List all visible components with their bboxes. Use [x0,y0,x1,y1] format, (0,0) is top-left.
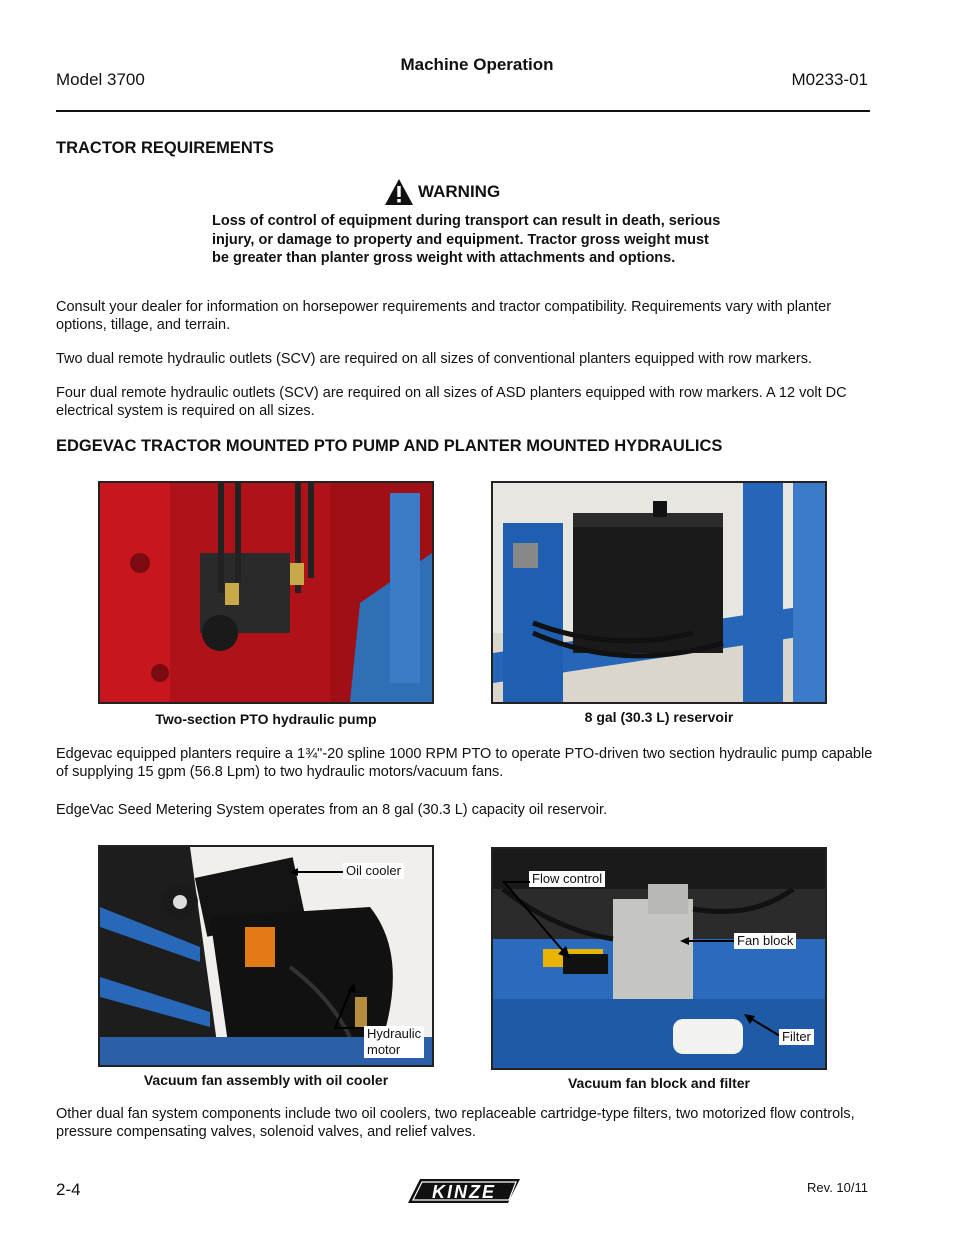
callout-flow-control: Flow control [529,871,605,887]
warning-title: WARNING [418,182,501,201]
filter-leader-line [744,1012,784,1042]
tractor-requirements-heading: TRACTOR REQUIREMENTS [56,139,274,157]
doc-number: M0233-01 [791,70,868,89]
paragraph-pto-requirement: Edgevac equipped planters require a 1¾"-20 spline 1000 RPM PTO to operate PTO-driven two section hydraulic pump capable of supplying 15 gpm (56.8 Lpm) to two hydraulic motors/vacuum fans. [56,746,873,780]
callout-filter: Filter [779,1029,814,1045]
revision: Rev. 10/11 [807,1180,868,1195]
caption-pto-pump: Two-section PTO hydraulic pump [155,711,377,727]
edgevac-heading: EDGEVAC TRACTOR MOUNTED PTO PUMP AND PLANTER MOUNTED HYDRAULICS [56,437,723,455]
paragraph-conventional-scv: Two dual remote hydraulic outlets (SCV) are required on all sizes of conventional planters equipped with row markers. [56,351,812,367]
fan-block-leader-line [680,933,736,949]
paragraph-oil-reservoir: EdgeVac Seed Metering System operates from an 8 gal (30.3 L) capacity oil reservoir. [56,802,608,818]
callout-fan-block: Fan block [734,933,796,949]
svg-text:KINZE: KINZE [432,1182,496,1202]
page-number: 2-4 [56,1180,81,1199]
kinze-logo-mark [404,1177,524,1205]
caption-fan-block: Vacuum fan block and filter [567,1075,751,1091]
callout-oil-cooler: Oil cooler [343,863,404,879]
oil-cooler-leader-line [290,863,350,879]
callout-hydraulic-motor [364,1026,424,1058]
paragraph-dual-fan-components: Other dual fan system components include two oil coolers, two replaceable cartridge-type filters, two motorized flow controls, pressure compensating valves, solenoid valves, and relief valves. [56,1106,855,1140]
section-title: Machine Operation [400,55,554,74]
paragraph-asd-scv: Four dual remote hydraulic outlets (SCV) are required on all sizes of ASD planters equipped with row markers. A 12 volt DC electrical system is required on all sizes. [56,385,847,419]
warning-header [384,178,500,206]
flow-control-leader-line [500,876,575,961]
caption-reservoir: 8 gal (30.3 L) reservoir [584,709,734,725]
pto-pump-photo [98,481,434,704]
model-label: Model 3700 [56,70,145,89]
reservoir-photo [491,481,827,704]
paragraph-dealer: Consult your dealer for information on horsepower requirements and tractor compatibility. Requirements vary with planter options, tillage, and terrain. [56,299,832,333]
header-divider [56,110,870,112]
warning-triangle-icon [384,178,414,206]
callout-hydraulic-line1: Hydraulic [367,1026,422,1041]
warning-text: Loss of control of equipment during transport can result in death, serious injury, or damage to property and equipment. Tractor gross weight must be greater than planter gross weight with attachments and options. [212,213,721,266]
callout-hydraulic-line2: motor [367,1042,401,1057]
kinze-logo [404,1177,524,1210]
caption-vacuum-fan: Vacuum fan assembly with oil cooler [143,1072,389,1088]
